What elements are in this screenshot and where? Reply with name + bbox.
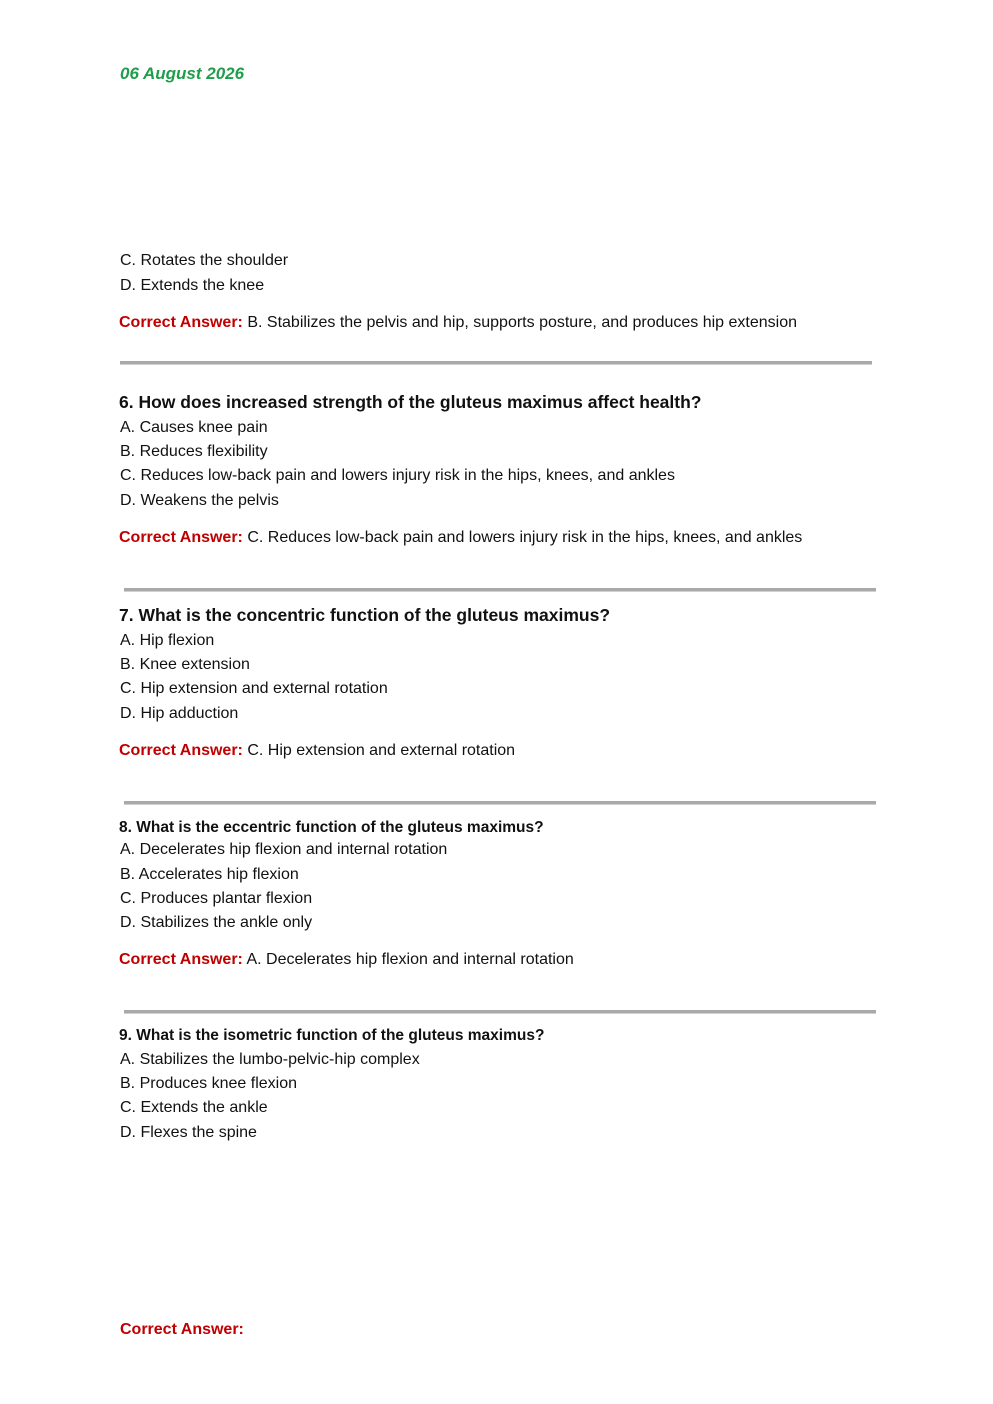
q6-option-d: D. Weakens the pelvis xyxy=(120,492,279,509)
q8-answer-text: A. Decelerates hip flexion and internal rotation xyxy=(246,951,574,968)
correct-answer-label: Correct Answer: xyxy=(120,1321,244,1338)
correct-answer-label: Correct Answer: xyxy=(119,951,243,968)
q6-option-b: B. Reduces flexibility xyxy=(120,443,268,460)
q5-option-d: D. Extends the knee xyxy=(120,277,265,294)
q6-option-a: A. Causes knee pain xyxy=(120,419,268,436)
divider xyxy=(120,361,872,365)
q7-option-d: D. Hip adduction xyxy=(120,705,239,722)
q7-option-c: C. Hip extension and external rotation xyxy=(120,680,388,697)
q6-option-c: C. Reduces low-back pain and lowers injury risk in the hips, knees, and ankles xyxy=(120,467,675,484)
q7-option-a: A. Hip flexion xyxy=(120,632,215,649)
q9-option-d: D. Flexes the spine xyxy=(120,1124,257,1141)
q9-option-c: C. Extends the ankle xyxy=(120,1099,268,1116)
document-date: 06 August 2026 xyxy=(120,64,245,83)
q8-option-a: A. Decelerates hip flexion and internal rotation xyxy=(120,841,448,858)
q8-option-d: D. Stabilizes the ankle only xyxy=(120,914,313,931)
q6-correct-answer xyxy=(119,528,802,548)
q8-option-b: B. Accelerates hip flexion xyxy=(120,866,299,883)
correct-answer-label: Correct Answer: xyxy=(119,529,243,546)
q7-answer-text: C. Hip extension and external rotation xyxy=(247,742,516,759)
q9-option-b: B. Produces knee flexion xyxy=(120,1075,297,1092)
divider xyxy=(124,1010,876,1014)
q8-question: 8. What is the eccentric function of the gluteus maximus? xyxy=(119,819,544,836)
q5-correct-answer xyxy=(119,313,797,333)
q7-option-b: B. Knee extension xyxy=(120,656,250,673)
q9-correct-answer xyxy=(120,1320,244,1340)
correct-answer-label: Correct Answer: xyxy=(119,742,243,759)
q5-answer-text: B. Stabilizes the pelvis and hip, supports posture, and produces hip extension xyxy=(247,314,798,331)
q6-answer-text: C. Reduces low-back pain and lowers injury risk in the hips, knees, and ankles xyxy=(247,529,803,546)
q9-question: 9. What is the isometric function of the gluteus maximus? xyxy=(119,1027,545,1044)
divider xyxy=(124,801,876,805)
divider xyxy=(124,588,876,592)
q8-correct-answer xyxy=(119,950,574,970)
q7-correct-answer xyxy=(119,741,515,761)
q9-option-a: A. Stabilizes the lumbo-pelvic-hip complex xyxy=(120,1051,420,1068)
q7-question: 7. What is the concentric function of the gluteus maximus? xyxy=(119,605,611,625)
q5-option-c: C. Rotates the shoulder xyxy=(120,252,289,269)
q8-option-c: C. Produces plantar flexion xyxy=(120,890,313,907)
q6-question: 6. How does increased strength of the gluteus maximus affect health? xyxy=(119,392,702,412)
correct-answer-label: Correct Answer: xyxy=(119,314,243,331)
